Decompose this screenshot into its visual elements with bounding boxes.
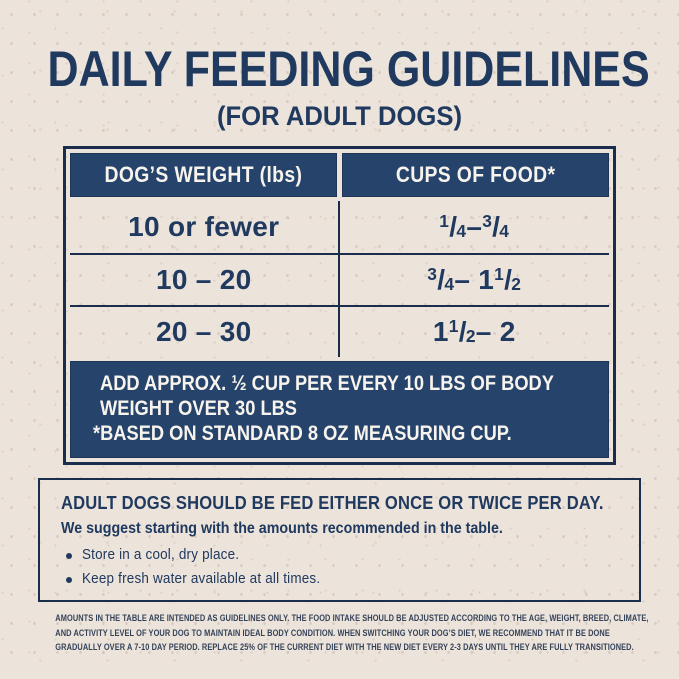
fine-print-line: AND ACTIVITY LEVEL OF YOUR DOG TO MAINTAIN IDEAL BODY CONDITION. WHEN SWITCHING YOUR DOG’S DIET, WE RECOMMEND THAT IT BE DONE bbox=[55, 627, 610, 639]
weight-cell: 10 – 20 bbox=[70, 255, 340, 305]
fraction: $^1$/4 bbox=[439, 210, 467, 242]
page-title: DAILY FEEDING GUIDELINES bbox=[47, 41, 650, 97]
info-subheading-wrap bbox=[61, 514, 621, 538]
fraction: $^3$/4 bbox=[427, 263, 455, 295]
bullet-icon bbox=[66, 553, 72, 559]
page-subtitle: (FOR ADULT DOGS) bbox=[216, 101, 463, 131]
bullet-text: Store in a cool, dry place. bbox=[82, 546, 240, 563]
table-footnote bbox=[70, 361, 609, 458]
footnote-line: *BASED ON STANDARD 8 OZ MEASURING CUP. bbox=[93, 420, 512, 445]
header-cell-cups-label: CUPS OF FOOD* bbox=[395, 162, 556, 187]
cups-cell: $^1$/4 – $^3$/4 bbox=[439, 210, 510, 242]
bullet-item bbox=[61, 571, 621, 587]
weight-cell: 20 – 30 bbox=[70, 307, 340, 357]
info-box bbox=[38, 478, 641, 602]
header-cell-cups bbox=[342, 153, 609, 197]
weight-cell: 10 or fewer bbox=[70, 201, 340, 253]
bullet-item bbox=[61, 547, 621, 563]
fraction: $^1$/2 bbox=[494, 263, 522, 295]
info-heading-wrap bbox=[61, 493, 621, 514]
fine-print-line: GRADUALLY OVER A 7-10 DAY PERIOD. REPLACE 25% OF THE CURRENT DIET WITH THE NEW DIET EVERY 2-3 DAYS UNTIL THEY ARE FULLY TRANSITIONED. bbox=[55, 642, 634, 654]
bullet-icon bbox=[66, 577, 72, 583]
footnote-line: ADD APPROX. ½ CUP PER EVERY 10 LBS OF BODY bbox=[100, 371, 554, 395]
table-row bbox=[70, 253, 609, 305]
fraction: $^1$/2 bbox=[448, 315, 476, 347]
info-subheading: We suggest starting with the amounts recommended in the table. bbox=[61, 519, 503, 537]
bullet-list bbox=[61, 547, 621, 587]
fine-print bbox=[55, 612, 649, 656]
table-row bbox=[70, 305, 609, 357]
header-cell-weight bbox=[70, 153, 337, 197]
header-cell-weight-label: DOG’S WEIGHT (lbs) bbox=[104, 162, 303, 187]
info-heading: ADULT DOGS SHOULD BE FED EITHER ONCE OR TWICE PER DAY. bbox=[61, 492, 604, 513]
cups-cell: 1 $^1$/2 – 2 bbox=[432, 315, 516, 347]
table-row bbox=[70, 201, 609, 253]
fine-print-line: AMOUNTS IN THE TABLE ARE INTENDED AS GUIDELINES ONLY. THE FOOD INTAKE SHOULD BE ADJUSTED ACCORDING TO THE AGE, WEIGHT, BREED, CLIMATE, bbox=[55, 612, 649, 624]
footnote-line: WEIGHT OVER 30 LBS bbox=[100, 395, 298, 420]
table-header-row bbox=[70, 153, 609, 197]
bullet-text: Keep fresh water available at all times. bbox=[82, 570, 321, 587]
table-body bbox=[70, 201, 609, 357]
cups-cell: $^3$/4 – 1 $^1$/2 bbox=[427, 263, 522, 295]
fraction: $^3$/4 bbox=[482, 210, 510, 242]
feeding-table bbox=[63, 146, 616, 465]
